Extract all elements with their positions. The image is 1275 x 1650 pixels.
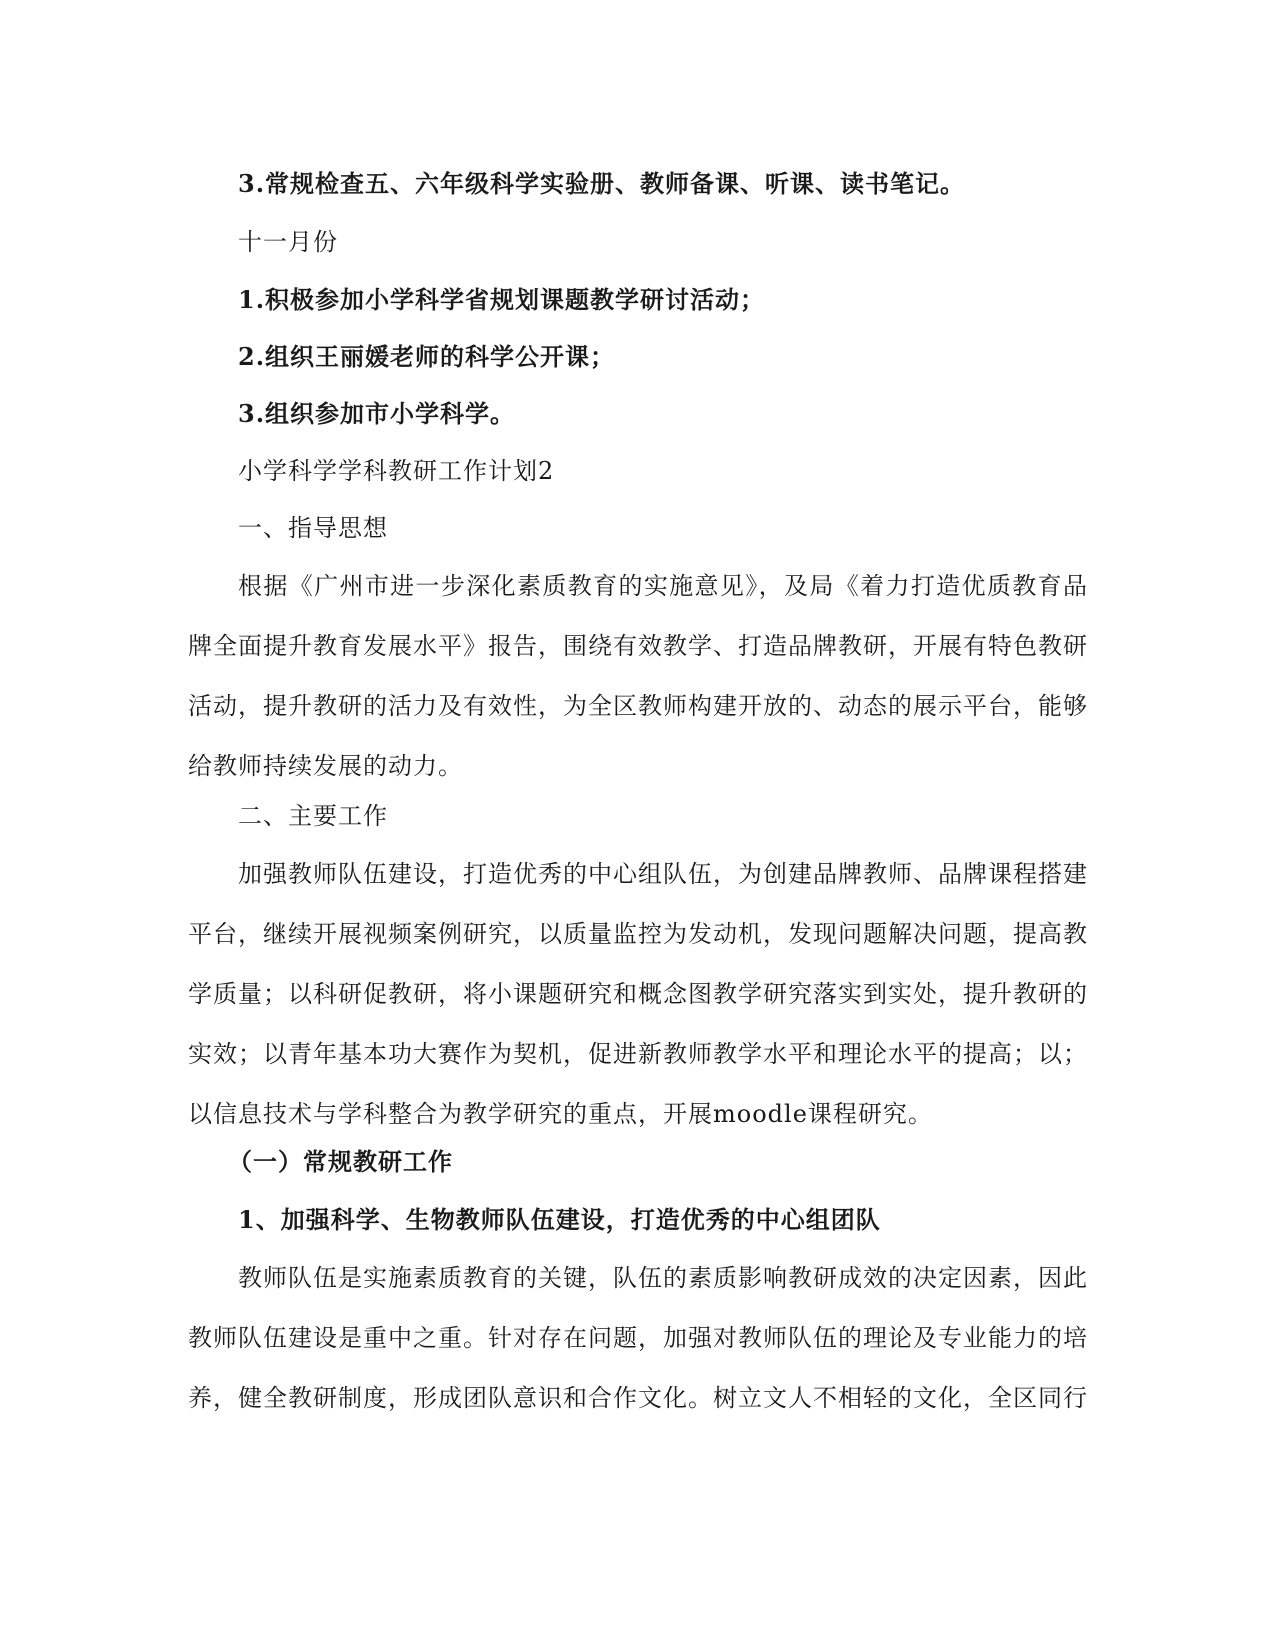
- section-heading-guiding-ideology: 一、指导思想: [238, 514, 388, 542]
- item-city-science-line: 3.组织参加市小学科学。: [238, 399, 516, 428]
- plan-title: 小学科学学科教研工作计划2: [238, 457, 555, 485]
- subsection-heading-routine-research: （一）常规教研工作: [228, 1147, 453, 1176]
- section-heading-main-work: 二、主要工作: [238, 802, 388, 830]
- item-participate-line: 1.积极参加小学科学省规划课题教学研讨活动；: [238, 285, 766, 314]
- item-open-class-line: 2.组织王丽媛老师的科学公开课；: [238, 342, 616, 371]
- paragraph-team-building: 教师队伍是实施素质教育的关键，队伍的素质影响教研成效的决定因素，因此教师队伍建设是重中之重。针对存在问题，加强对教师队伍的理论及专业能力的培养，健全教研制度，形成团队意识和合作文化。树立文人不相轻的文化，全区同行: [188, 1264, 1088, 1412]
- paragraph-guiding-ideology: 根据《广州市进一步深化素质教育的实施意见》，及局《着力打造优质教育品牌全面提升教育发展水平》报告，围绕有效教学、打造品牌教研，开展有特色教研活动，提升教研的活力及有效性，为全区教师构建开放的、动态的展示平台，能够给教师持续发展的动力。: [188, 572, 1088, 780]
- item-check-line: 3.常规检查五、六年级科学实验册、教师备课、听课、读书笔记。: [238, 169, 966, 198]
- paragraph-main-work: 加强教师队伍建设，打造优秀的中心组队伍，为创建品牌教师、品牌课程搭建平台，继续开展视频案例研究，以质量监控为发动机，发现问题解决问题，提高教学质量；以科研促教研，将小课题研究和概念图教学研究落实到实处，提升教研的实效；以青年基本功大赛作为契机，促进新教师教学水平和理论水平的提高；以；以信息技术与学科整合为教学研究的重点，开展moodle课程研究。: [188, 860, 1088, 1128]
- month-heading-november: 十一月份: [238, 228, 338, 256]
- item-heading-team-building: 1、加强科学、生物教师队伍建设，打造优秀的中心组团队: [238, 1205, 881, 1234]
